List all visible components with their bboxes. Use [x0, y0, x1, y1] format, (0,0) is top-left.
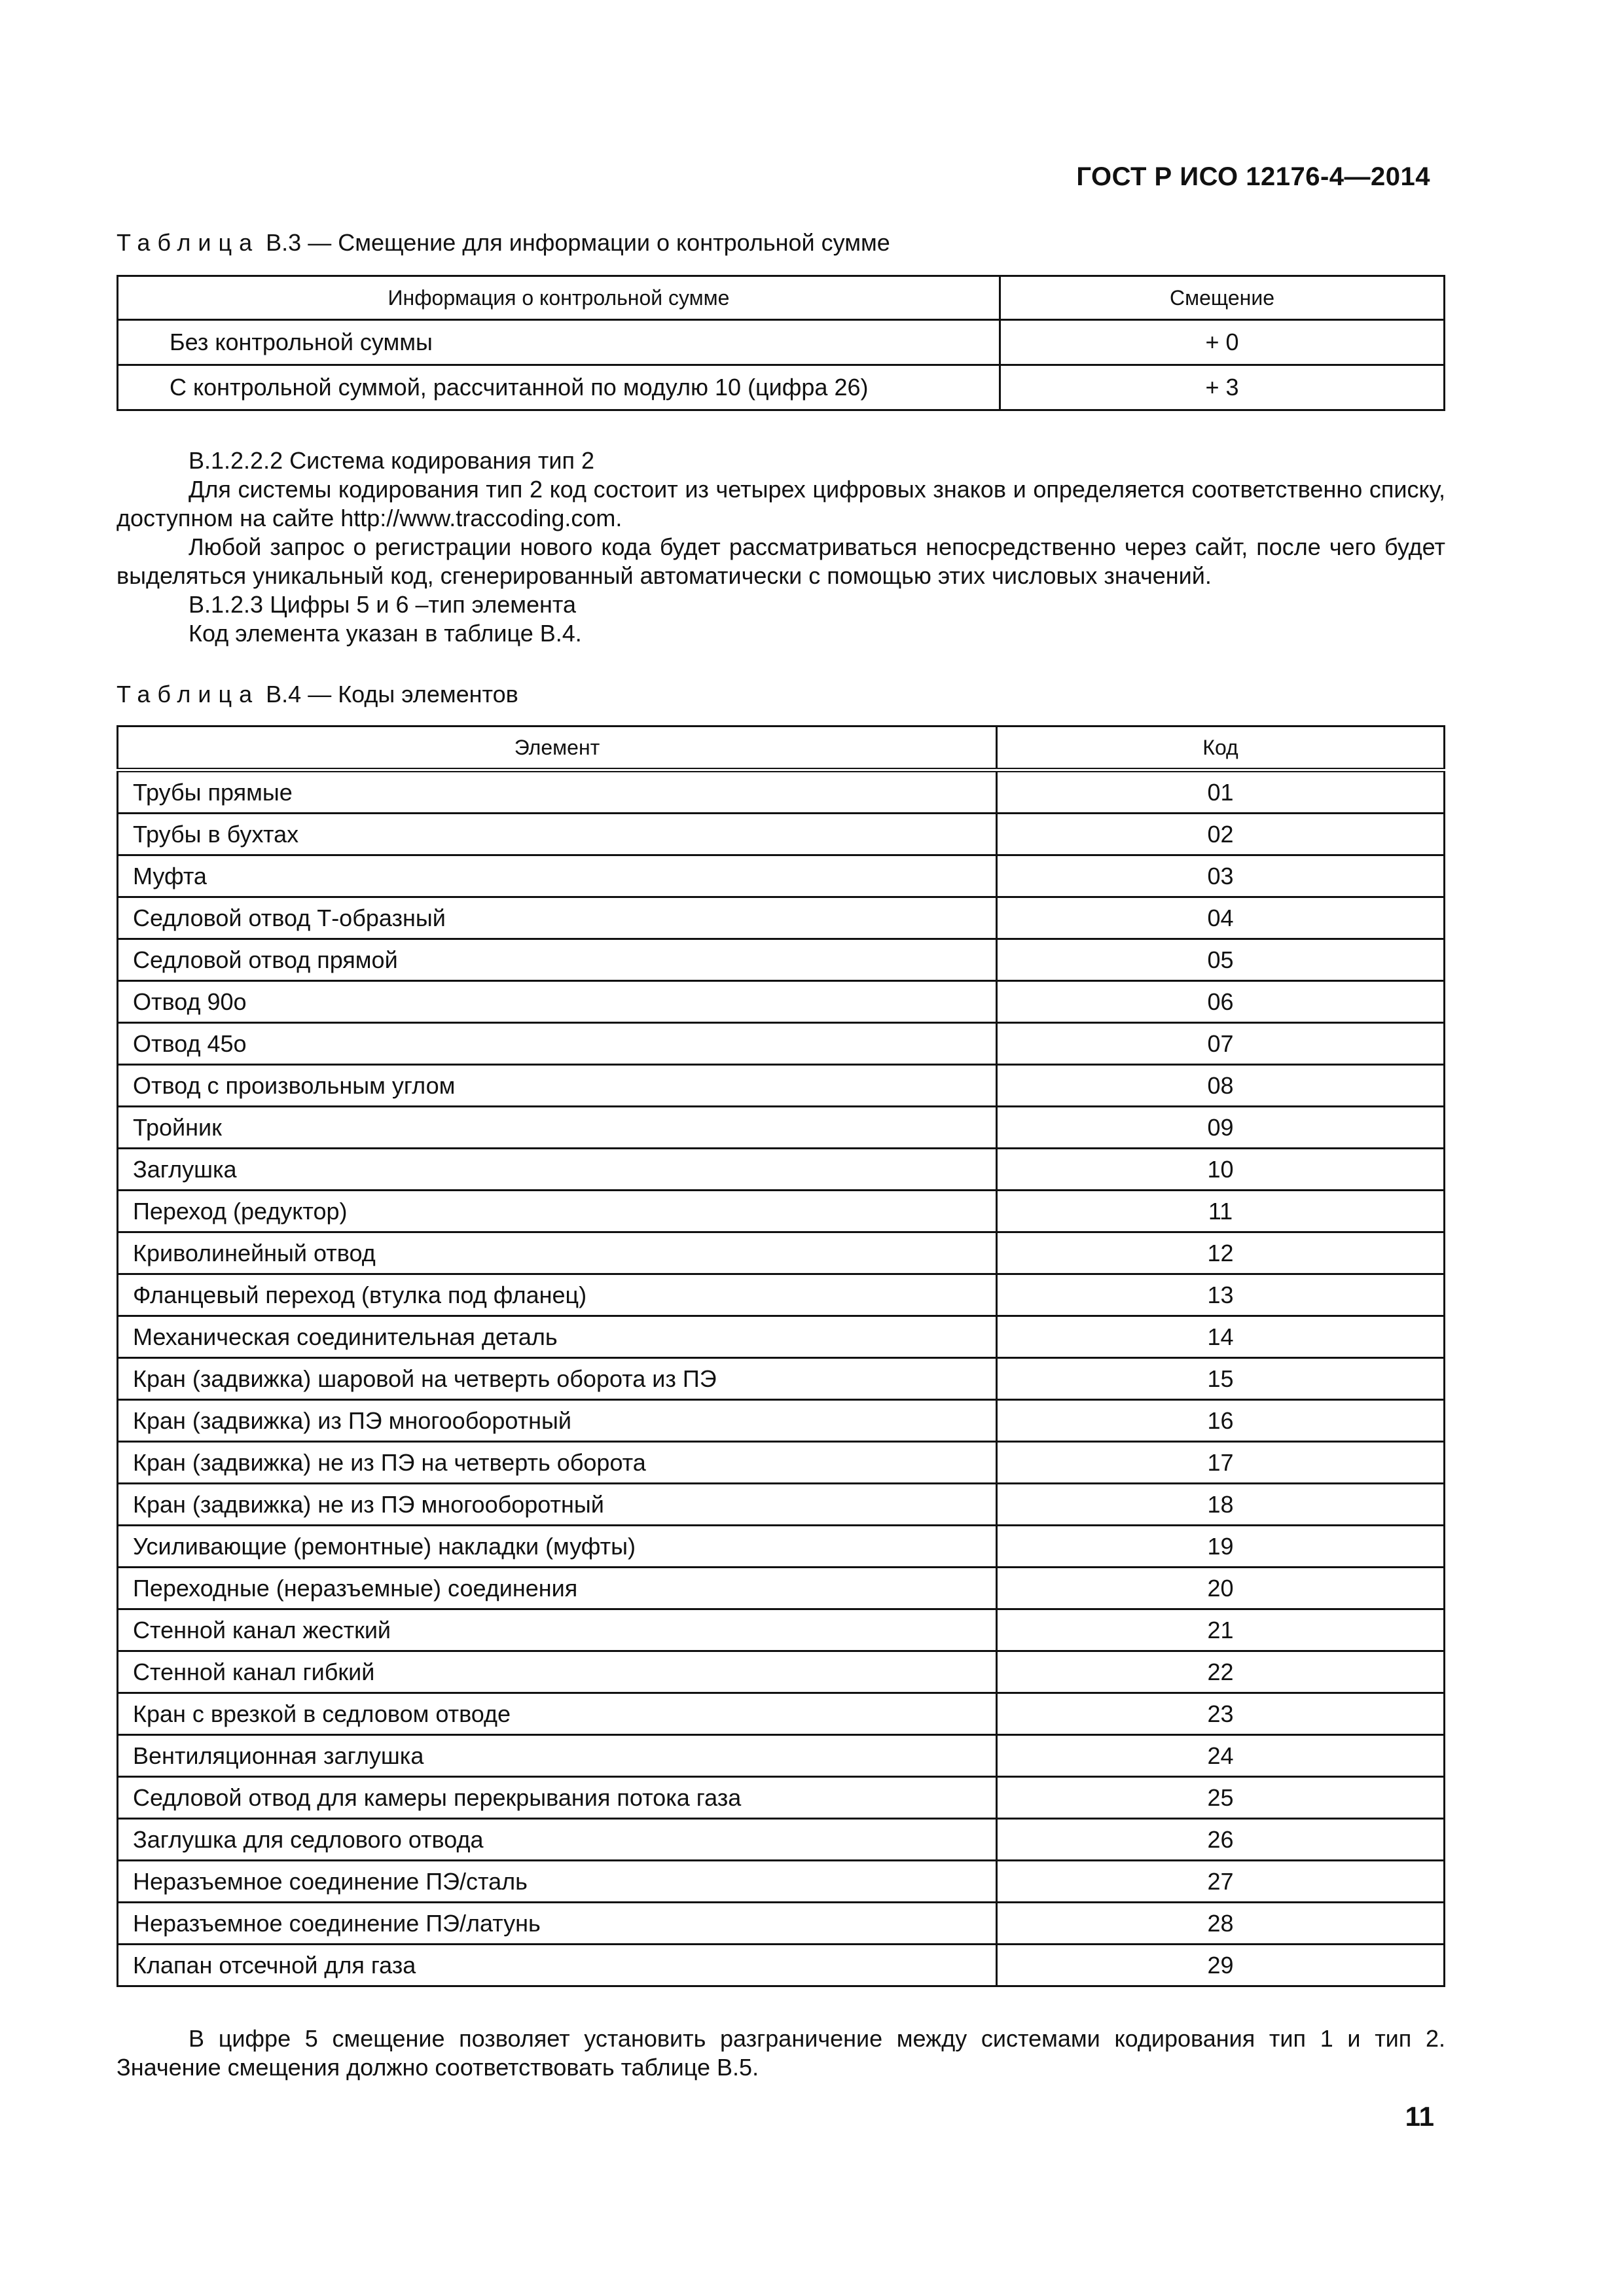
- table-cell: 01: [997, 770, 1445, 814]
- table-b3-caption-text: В.3 — Смещение для информации о контрольной сумме: [266, 229, 890, 256]
- table-row: [118, 1693, 1445, 1735]
- paragraph: Любой запрос о регистрации нового кода будет рассматриваться непосредственно через сайт, после чего будет выделяться уникальный код, сгенерированный автоматически с помощью этих числовых значений.: [117, 533, 1445, 589]
- paragraph: Для системы кодирования тип 2 код состоит из четырех цифровых знаков и определяется соответственно списку, доступном на сайте http://www.traccoding.com.: [117, 476, 1445, 531]
- table-cell: Кран (задвижка) из ПЭ многооборотный: [118, 1400, 997, 1442]
- table-cell: 11: [997, 1191, 1445, 1232]
- table-cell: 12: [997, 1232, 1445, 1274]
- table-cell: Неразъемное соединение ПЭ/латунь: [118, 1903, 997, 1945]
- table-b4-caption-word: Таблица: [117, 681, 260, 708]
- table-header-cell: Код: [997, 726, 1445, 770]
- table-cell: Заглушка: [118, 1149, 997, 1191]
- table-cell: 10: [997, 1149, 1445, 1191]
- table-cell: 21: [997, 1609, 1445, 1651]
- table-cell: 24: [997, 1735, 1445, 1777]
- table-row: [118, 1945, 1445, 1986]
- table-row: [118, 1191, 1445, 1232]
- table-cell: 15: [997, 1358, 1445, 1400]
- table-cell: 23: [997, 1693, 1445, 1735]
- table-row: [118, 939, 1445, 981]
- table-cell: 20: [997, 1568, 1445, 1609]
- table-cell: 29: [997, 1945, 1445, 1986]
- table-cell: Клапан отсечной для газа: [118, 1945, 997, 1986]
- table-cell: Седловой отвод прямой: [118, 939, 997, 981]
- table-cell: 03: [997, 855, 1445, 897]
- table-row: [118, 1023, 1445, 1065]
- table-row: [118, 1861, 1445, 1903]
- table-cell: Кран с врезкой в седловом отводе: [118, 1693, 997, 1735]
- table-row: [118, 855, 1445, 897]
- table-cell: 05: [997, 939, 1445, 981]
- table-header-row: [118, 726, 1445, 770]
- table-cell: Отвод 90о: [118, 981, 997, 1023]
- table-cell: Фланцевый переход (втулка под фланец): [118, 1274, 997, 1316]
- table-cell: 19: [997, 1526, 1445, 1568]
- table-cell: С контрольной суммой, рассчитанной по модулю 10 (цифра 26): [118, 365, 1000, 410]
- table-row: [118, 1358, 1445, 1400]
- paragraph: В.1.2.3 Цифры 5 и 6 –тип элемента: [189, 591, 576, 618]
- table-cell: Тройник: [118, 1107, 997, 1149]
- table-cell: Усиливающие (ремонтные) накладки (муфты): [118, 1526, 997, 1568]
- table-cell: Без контрольной суммы: [118, 320, 1000, 365]
- table-row: [118, 1149, 1445, 1191]
- table-row: [118, 770, 1445, 814]
- table-b4: [117, 725, 1445, 1987]
- table-cell: 17: [997, 1442, 1445, 1484]
- table-row: [118, 1065, 1445, 1107]
- table-cell: Отвод 45о: [118, 1023, 997, 1065]
- table-cell: Трубы в бухтах: [118, 814, 997, 855]
- table-header-cell: Элемент: [118, 726, 997, 770]
- table-cell: Седловой отвод для камеры перекрывания потока газа: [118, 1777, 997, 1819]
- table-header-cell: Смещение: [1000, 276, 1445, 320]
- table-row: [118, 1484, 1445, 1526]
- paragraph: Код элемента указан в таблице В.4.: [189, 620, 582, 647]
- table-row: [118, 1735, 1445, 1777]
- table-b4-caption-text: В.4 — Коды элементов: [266, 681, 518, 708]
- table-row: [118, 1609, 1445, 1651]
- table-row: [118, 814, 1445, 855]
- table-row: [118, 1819, 1445, 1861]
- table-cell: 04: [997, 897, 1445, 939]
- table-row: [118, 1568, 1445, 1609]
- table-row: [118, 1232, 1445, 1274]
- table-cell: Заглушка для седлового отвода: [118, 1819, 997, 1861]
- table-cell: Механическая соединительная деталь: [118, 1316, 997, 1358]
- table-cell: Кран (задвижка) не из ПЭ многооборотный: [118, 1484, 997, 1526]
- table-b3-caption: [117, 229, 890, 257]
- table-row: [118, 365, 1445, 410]
- table-cell: Стенной канал жесткий: [118, 1609, 997, 1651]
- table-cell: 08: [997, 1065, 1445, 1107]
- document-code-header: ГОСТ Р ИСО 12176-4—2014: [1076, 162, 1430, 191]
- table-cell: Отвод с произвольным углом: [118, 1065, 997, 1107]
- table-cell: + 0: [1000, 320, 1445, 365]
- table-row: [118, 320, 1445, 365]
- page-number: 11: [1405, 2101, 1434, 2132]
- table-cell: Муфта: [118, 855, 997, 897]
- table-row: [118, 1651, 1445, 1693]
- table-cell: 27: [997, 1861, 1445, 1903]
- table-cell: 22: [997, 1651, 1445, 1693]
- table-cell: 14: [997, 1316, 1445, 1358]
- table-header-cell: Информация о контрольной сумме: [118, 276, 1000, 320]
- table-row: [118, 1903, 1445, 1945]
- table-cell: + 3: [1000, 365, 1445, 410]
- table-cell: 13: [997, 1274, 1445, 1316]
- table-b3: [117, 275, 1445, 411]
- table-row: [118, 897, 1445, 939]
- table-cell: 25: [997, 1777, 1445, 1819]
- table-cell: 28: [997, 1903, 1445, 1945]
- table-cell: Кран (задвижка) не из ПЭ на четверть оборота: [118, 1442, 997, 1484]
- table-row: [118, 1442, 1445, 1484]
- table-cell: 09: [997, 1107, 1445, 1149]
- table-row: [118, 1274, 1445, 1316]
- table-row: [118, 1107, 1445, 1149]
- table-cell: 06: [997, 981, 1445, 1023]
- table-cell: Стенной канал гибкий: [118, 1651, 997, 1693]
- table-b3-caption-word: Таблица: [117, 229, 260, 256]
- table-cell: Переходные (неразъемные) соединения: [118, 1568, 997, 1609]
- table-cell: Переход (редуктор): [118, 1191, 997, 1232]
- body-text-section: [117, 446, 1445, 648]
- table-cell: Неразъемное соединение ПЭ/сталь: [118, 1861, 997, 1903]
- table-cell: Кран (задвижка) шаровой на четверть оборота из ПЭ: [118, 1358, 997, 1400]
- table-cell: 02: [997, 814, 1445, 855]
- body-text-closing: [117, 2024, 1445, 2082]
- table-cell: 26: [997, 1819, 1445, 1861]
- table-row: [118, 1400, 1445, 1442]
- table-cell: 16: [997, 1400, 1445, 1442]
- table-b4-body: [118, 770, 1445, 1986]
- table-cell: 07: [997, 1023, 1445, 1065]
- paragraph: В цифре 5 смещение позволяет установить разграничение между системами кодирования тип 1 и тип 2. Значение смещения должно соответствовать таблице В.5.: [117, 2025, 1445, 2081]
- table-cell: Трубы прямые: [118, 770, 997, 814]
- table-row: [118, 981, 1445, 1023]
- table-row: [118, 1777, 1445, 1819]
- table-cell: Вентиляционная заглушка: [118, 1735, 997, 1777]
- table-header-row: [118, 276, 1445, 320]
- table-row: [118, 1316, 1445, 1358]
- paragraph: В.1.2.2.2 Система кодирования тип 2: [189, 447, 594, 474]
- table-cell: Криволинейный отвод: [118, 1232, 997, 1274]
- table-row: [118, 1526, 1445, 1568]
- table-cell: 18: [997, 1484, 1445, 1526]
- table-b4-caption: [117, 681, 518, 708]
- table-cell: Седловой отвод Т-образный: [118, 897, 997, 939]
